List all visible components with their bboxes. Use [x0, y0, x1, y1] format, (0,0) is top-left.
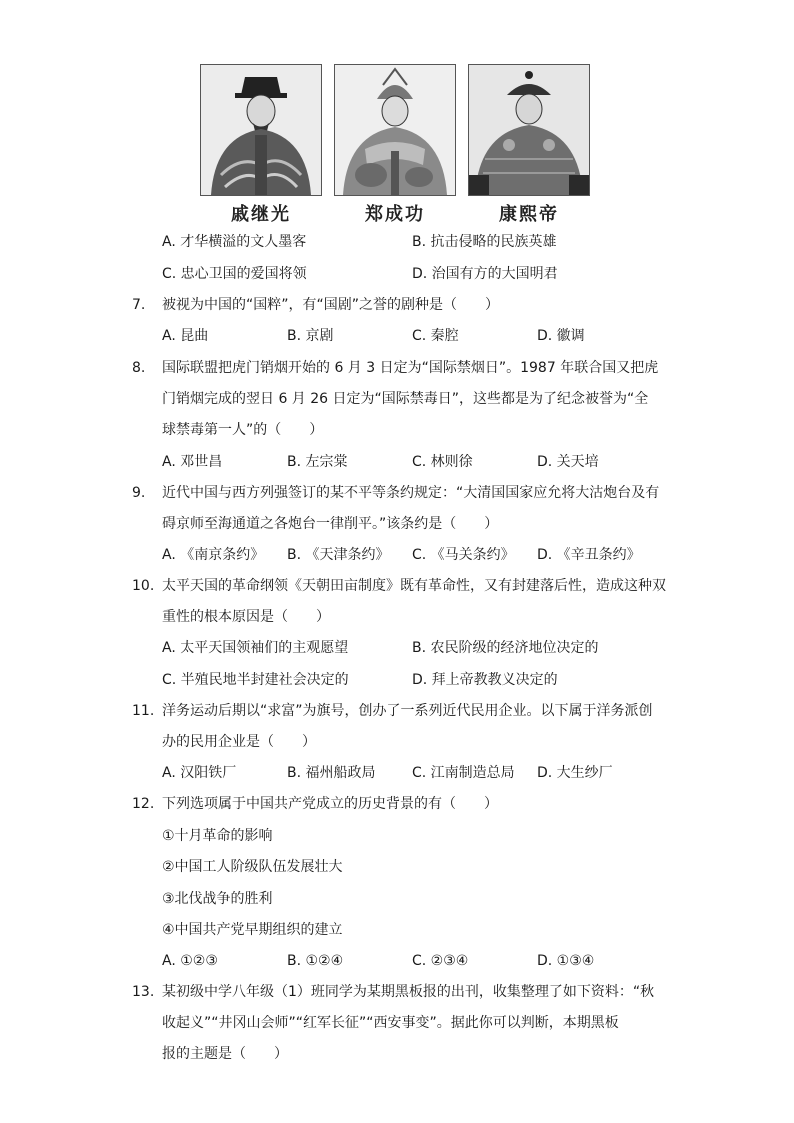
question-number: 8. — [132, 360, 146, 376]
question-text: 办的民用企业是（ ） — [162, 734, 316, 750]
q12-option-c[interactable]: C. ②③④ — [412, 953, 469, 969]
portrait-caption: 戚继光 — [231, 204, 291, 225]
question-text: 某初级中学八年级（1）班同学为某期黑板报的出刊，收集整理了如下资料：“秋 — [162, 984, 655, 1000]
question-text: 洋务运动后期以“求富”为旗号，创办了一系列近代民用企业。以下属于洋务派创 — [162, 703, 653, 719]
q6-option-b[interactable]: B. 抗击侵略的民族英雄 — [412, 234, 557, 250]
portrait-caption: 康熙帝 — [499, 204, 559, 225]
q10-option-a[interactable]: A. 太平天国领袖们的主观愿望 — [162, 640, 349, 656]
q7-option-d[interactable]: D. 徽调 — [537, 328, 585, 344]
portrait-image — [200, 64, 322, 196]
q8-option-d[interactable]: D. 关天培 — [537, 454, 599, 470]
q10-option-b[interactable]: B. 农民阶级的经济地位决定的 — [412, 640, 599, 656]
statement-item: ③北伐战争的胜利 — [162, 891, 273, 907]
q11-option-d[interactable]: D. 大生纱厂 — [537, 765, 613, 781]
question-number: 13. — [132, 984, 155, 1000]
question-text: 下列选项属于中国共产党成立的历史背景的有（ ） — [162, 796, 498, 812]
question-text: 球禁毒第一人”的（ ） — [162, 422, 324, 438]
q9-option-a[interactable]: A. 《南京条约》 — [162, 547, 265, 563]
q9-option-b[interactable]: B. 《天津条约》 — [287, 547, 390, 563]
q7-option-b[interactable]: B. 京剧 — [287, 328, 334, 344]
question-text: 重性的根本原因是（ ） — [162, 609, 330, 625]
statement-item: ④中国共产党早期组织的建立 — [162, 922, 343, 938]
question-text: 碍京师至海通道之各炮台一律削平。”该条约是（ ） — [162, 516, 499, 532]
q12-option-a[interactable]: A. ①②③ — [162, 953, 218, 969]
q11-option-b[interactable]: B. 福州船政局 — [287, 765, 376, 781]
portrait-caption: 郑成功 — [365, 204, 425, 225]
question-number: 12. — [132, 796, 155, 812]
q9-option-c[interactable]: C. 《马关条约》 — [412, 547, 515, 563]
statement-item: ②中国工人阶级队伍发展壮大 — [162, 859, 343, 875]
question-number: 11. — [132, 703, 155, 719]
q10-option-d[interactable]: D. 拜上帝教教义决定的 — [412, 672, 558, 688]
question-number: 7. — [132, 297, 146, 313]
q9-option-d[interactable]: D. 《辛丑条约》 — [537, 547, 641, 563]
q12-option-d[interactable]: D. ①③④ — [537, 953, 595, 969]
question-number: 9. — [132, 485, 146, 501]
question-text: 报的主题是（ ） — [162, 1046, 288, 1062]
q6-option-c[interactable]: C. 忠心卫国的爱国将领 — [162, 266, 307, 282]
q8-option-a[interactable]: A. 邓世昌 — [162, 454, 223, 470]
statement-item: ①十月革命的影响 — [162, 828, 273, 844]
q12-option-b[interactable]: B. ①②④ — [287, 953, 344, 969]
q11-option-a[interactable]: A. 汉阳铁厂 — [162, 765, 237, 781]
q11-option-c[interactable]: C. 江南制造总局 — [412, 765, 515, 781]
q7-option-c[interactable]: C. 秦腔 — [412, 328, 459, 344]
portrait-image — [468, 64, 590, 196]
q8-option-c[interactable]: C. 林则徐 — [412, 454, 473, 470]
q6-option-a[interactable]: A. 才华横溢的文人墨客 — [162, 234, 307, 250]
question-text: 太平天国的革命纲领《天朝田亩制度》既有革命性，又有封建落后性，造成这种双 — [162, 578, 666, 594]
question-text: 国际联盟把虎门销烟开始的 6 月 3 日定为“国际禁烟日”。1987 年联合国又把虎 — [162, 360, 659, 376]
question-number: 10. — [132, 578, 155, 594]
portrait-figure — [200, 64, 592, 224]
question-text: 近代中国与西方列强签订的某不平等条约规定：“大清国国家应允将大沽炮台及有 — [162, 485, 660, 501]
question-text: 被视为中国的“国粹”，有“国剧”之誉的剧种是（ ） — [162, 297, 500, 313]
portrait-qi-jiguang — [200, 64, 322, 224]
question-text: 门销烟完成的翌日 6 月 26 日定为“国际禁毒日”，这些都是为了纪念被誉为“全 — [162, 391, 649, 407]
question-text: 收起义”“井冈山会师”“红军长征”“西安事变”。据此你可以判断，本期黑板 — [162, 1015, 619, 1031]
portrait-image — [334, 64, 456, 196]
portrait-zheng-chenggong — [334, 64, 456, 224]
q6-option-d[interactable]: D. 治国有方的大国明君 — [412, 266, 558, 282]
q7-option-a[interactable]: A. 昆曲 — [162, 328, 209, 344]
q8-option-b[interactable]: B. 左宗棠 — [287, 454, 348, 470]
q10-option-c[interactable]: C. 半殖民地半封建社会决定的 — [162, 672, 349, 688]
portrait-kangxi — [468, 64, 590, 224]
